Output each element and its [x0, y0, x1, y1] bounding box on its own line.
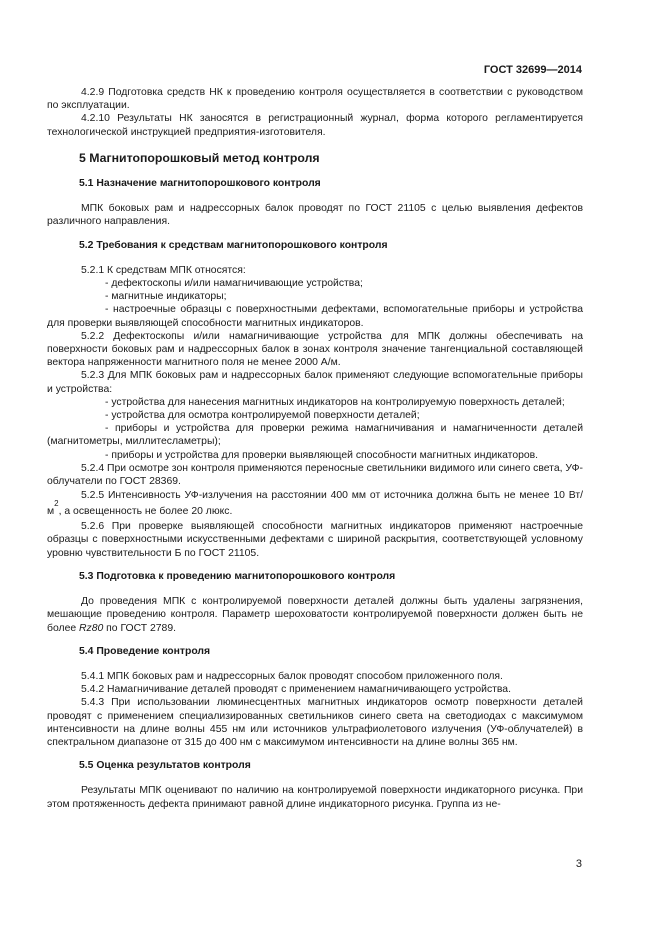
list-item: - магнитные индикаторы; — [105, 291, 227, 303]
page-number: 3 — [575, 858, 582, 870]
subsection-5-2-heading: 5.2 Требования к средствам магнитопорошкового контроля — [79, 239, 388, 251]
paragraph-5-5: Результаты МПК оценивают по наличию на контролируемой поверхности индикаторного рисунка. При этом протяженность дефекта принимают равной длине индикаторного рисунка. Группа из не- — [47, 785, 583, 810]
paragraph-5-4-2: 5.4.2 Намагничивание деталей проводят с применением намагничивающего устройства. — [81, 684, 511, 696]
paragraph-5-2-6: 5.2.6 При проверке выявляющей способности магнитных индикаторов применяют настроечные образцы с поверхностными искусственными дефектами с шириной раскрытия, соответствующей условному уровню чувствительности Б по ГОСТ 21105. — [47, 521, 583, 559]
roughness-parameter: Rz80 — [79, 622, 104, 634]
paragraph-4-2-9: 4.2.9 Подготовка средств НК к проведению контроля осуществляется в соответствии с руководством по эксплуатации. — [47, 87, 583, 112]
list-item: - дефектоскопы и/или намагничивающие устройства; — [105, 278, 363, 290]
subsection-5-1-heading: 5.1 Назначение магнитопорошкового контроля — [79, 178, 321, 190]
paragraph-5-2-4: 5.2.4 При осмотре зон контроля применяются переносные светильники видимого или синего света, УФ-облучатели по ГОСТ 28369. — [47, 462, 583, 488]
standard-number: ГОСТ 32699—2014 — [483, 64, 582, 76]
list-item: - приборы и устройства для проверки выявляющей способности магнитных индикаторов. — [105, 449, 539, 461]
list-item: - настроечные образцы с поверхностными дефектами, вспомогательные приборы и устройства для проверки выявляющей способности магнитных индикаторов. — [47, 304, 583, 329]
list-item: - приборы и устройства для проверки режима намагничивания и намагниченности деталей (магнитометры, миллитесламетры); — [47, 423, 583, 448]
paragraph-5-3-text: До проведения МПК с контролируемой поверхности деталей должны быть удалены загрязнения, мешающие проведению контроля. Параметр шероховатости контролируемой поверхности должен быть не более — [47, 596, 583, 634]
subsection-5-3-heading: 5.3 Подготовка к проведению магнитопорошкового контроля — [79, 570, 396, 582]
paragraph-5-4-1: 5.4.1 МПК боковых рам и надрессорных балок проводят способом приложенного поля. — [81, 670, 503, 682]
list-item: - устройства для осмотра контролируемой поверхности деталей; — [105, 410, 420, 422]
subsection-5-4-heading: 5.4 Проведение контроля — [79, 645, 211, 657]
paragraph-5-3 — [47, 595, 583, 635]
paragraph-5-2-5-tail: , а освещенность не более 20 люкс. — [58, 506, 233, 518]
paragraph-5-2-1: 5.2.1 К средствам МПК относятся: — [81, 264, 246, 276]
paragraph-5-4-3: 5.4.3 При использовании люминесцентных магнитных индикаторов осмотр поверхности деталей проводят с применением специализированных светильников синего света на светодиодах с максимумом интенсивности на длине волны 455 нм или источников ультрафиолетового излучения (УФ-облучателей) в спектральном диапазоне от 315 до 400 нм с максимумом интенсивности на длине волны 365 нм. — [47, 697, 583, 748]
paragraph-5-2-3: 5.2.3 Для МПК боковых рам и надрессорных балок применяют следующие вспомогательные приборы и устройства: — [47, 370, 583, 395]
paragraph-5-3-tail: по ГОСТ 2789. — [103, 622, 176, 634]
paragraph-4-2-10: 4.2.10 Результаты НК заносятся в регистрационный журнал, форма которого регламентируется технологической инструкцией предприятия-изготовителя. — [47, 113, 583, 138]
superscript: 2 — [54, 499, 59, 509]
list-item: - устройства для нанесения магнитных индикаторов на контролируемую поверхность деталей; — [105, 396, 565, 408]
section-5-heading: 5 Магнитопорошковый метод контроля — [79, 150, 320, 165]
document-body — [47, 86, 583, 811]
paragraph-5-2-5 — [47, 488, 583, 520]
paragraph-5-2-5-text: 5.2.5 Интенсивность УФ-излучения на расстоянии 400 мм от источника должна быть не менее 10 Вт/м — [47, 490, 583, 518]
paragraph-5-1: МПК боковых рам и надрессорных балок проводят по ГОСТ 21105 с целью выявления дефектов различного направления. — [47, 203, 583, 228]
subsection-5-5-heading: 5.5 Оценка результатов контроля — [79, 760, 251, 772]
paragraph-5-2-2: 5.2.2 Дефектоскопы и/или намагничивающие устройства для МПК должны обеспечивать на поверхности боковых рам и надрессорных балок в зонах контроля значение тангенциальной составляющей вектора напряженности магнитного поля не менее 2000 А/м. — [47, 330, 583, 369]
